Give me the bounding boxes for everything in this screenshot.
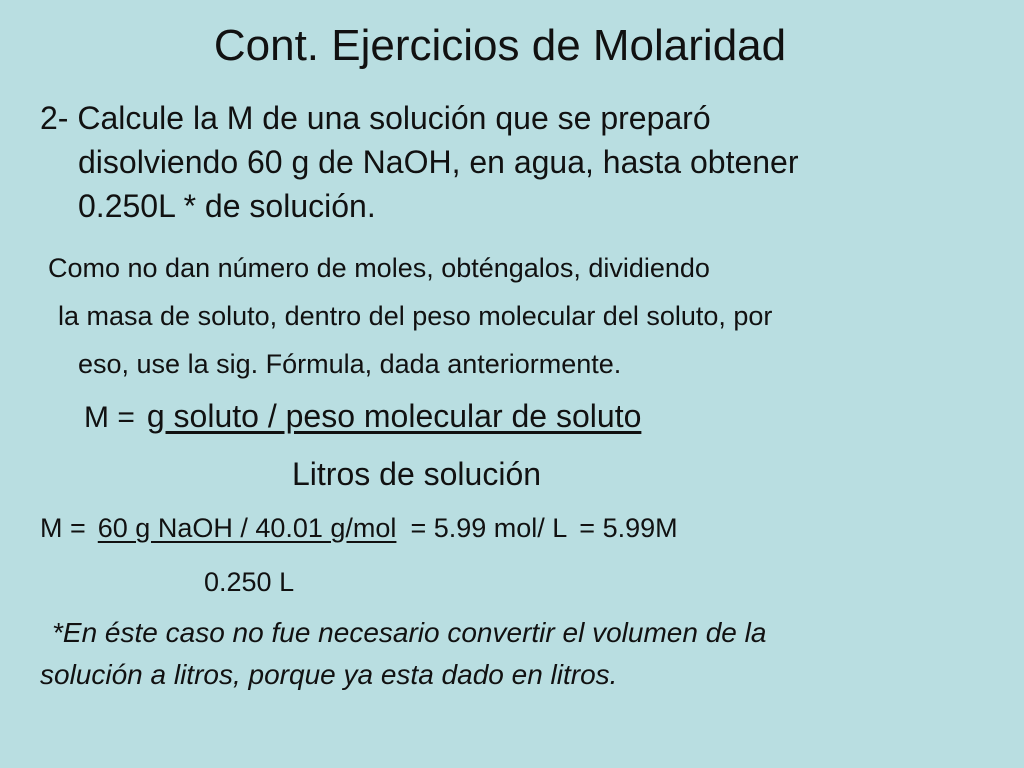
applied-formula-numerator: 60 g NaOH / 40.01 g/mol	[97, 513, 397, 543]
slide-title: Cont. Ejercicios de Molaridad	[213, 21, 787, 70]
explanation-line-2: la masa de soluto, dentro del peso molecular del soluto, por	[58, 301, 773, 331]
explanation-line-3: eso, use la sig. Fórmula, dada anteriormente.	[78, 349, 622, 379]
problem-line-3: 0.250L * de solución.	[78, 188, 376, 224]
problem-line-2: disolviendo 60 g de NaOH, en agua, hasta obtener	[78, 144, 799, 180]
general-formula	[84, 392, 641, 442]
applied-formula-result-2: = 5.99M	[579, 513, 678, 543]
footnote-line-2: solución a litros, porque ya esta dado en litros.	[40, 659, 618, 690]
applied-formula-denominator: 0.250 L	[204, 567, 295, 597]
applied-formula	[40, 506, 678, 550]
applied-formula-lhs: M =	[40, 513, 86, 543]
general-formula-lhs: M =	[84, 401, 135, 434]
problem-statement	[40, 96, 1000, 228]
explanation-line-1: Como no dan número de moles, obténgalos, dividiendo	[48, 253, 710, 283]
footnote-line-1: *En éste caso no fue necesario convertir el volumen de la	[52, 617, 767, 648]
general-formula-denominator: Litros de solución	[292, 456, 542, 492]
footnote	[40, 612, 1000, 696]
applied-formula-result-1: = 5.99 mol/ L	[410, 513, 568, 543]
problem-line-1: 2- Calcule la M de una solución que se preparó	[40, 100, 711, 136]
explanation	[48, 244, 998, 388]
general-formula-numerator: g soluto / peso molecular de soluto	[146, 398, 642, 434]
